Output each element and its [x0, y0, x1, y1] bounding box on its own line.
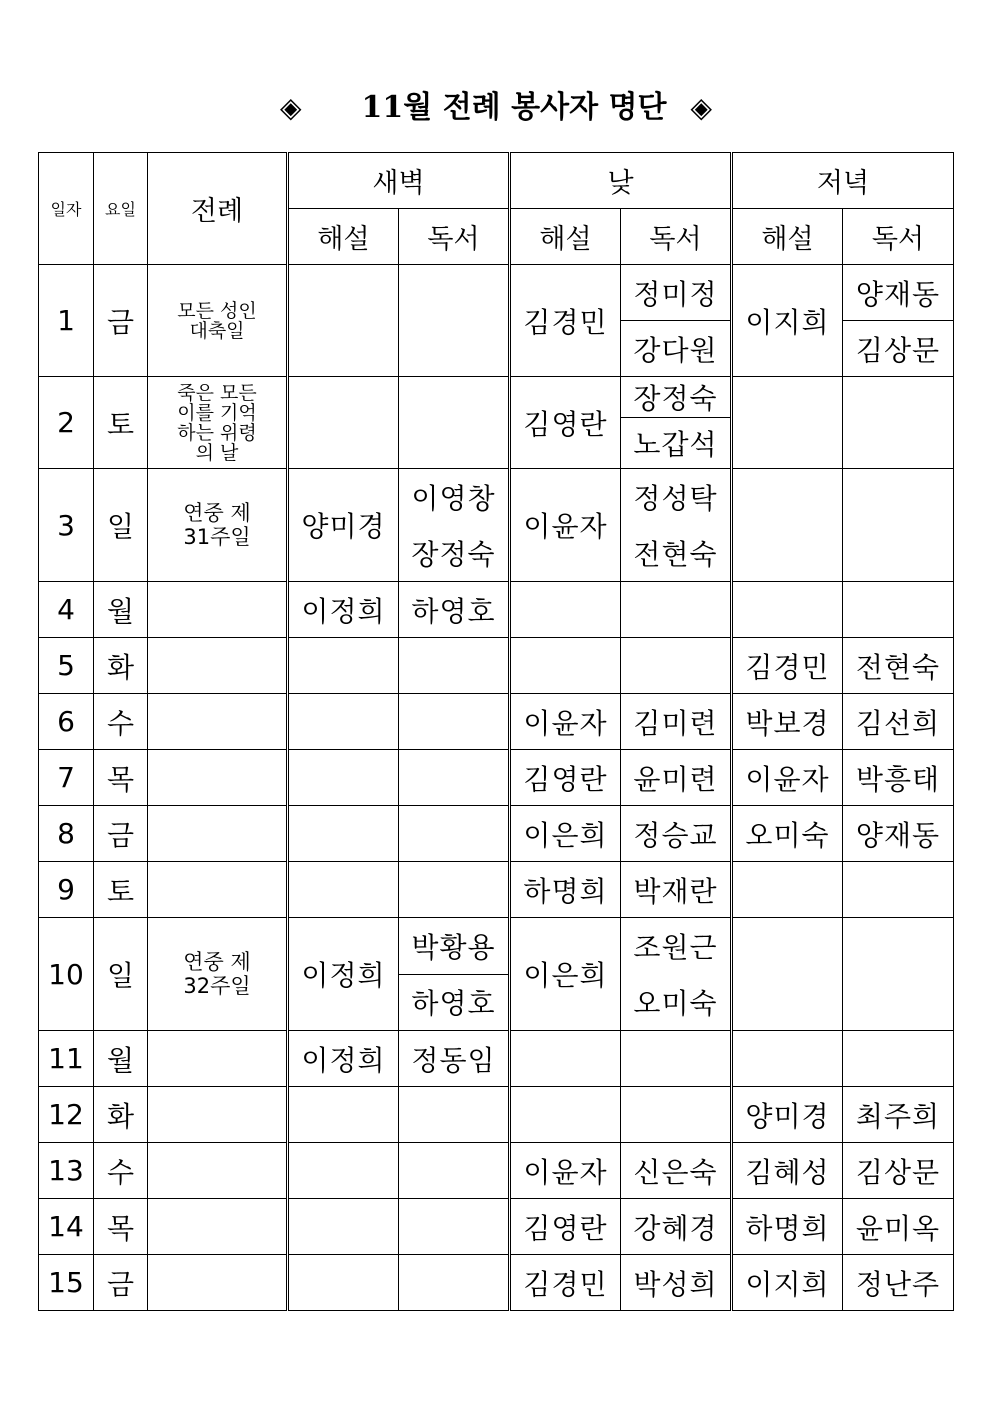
- noon-reader: 장정숙: [621, 377, 732, 418]
- row-day: 1: [39, 265, 94, 377]
- row-liturgy: 연중 제32주일: [148, 918, 288, 1031]
- dawn-commentator: 양미경: [288, 469, 399, 582]
- noon-commentator: 이윤자: [510, 469, 621, 582]
- dawn-reader: 이영창: [411, 482, 496, 515]
- header-dawn: 새벽: [288, 153, 510, 209]
- dawn-commentator: [288, 862, 399, 918]
- noon-commentator: 김영란: [510, 1199, 621, 1255]
- evening-commentator: 이윤자: [732, 750, 843, 806]
- evening-reader: [843, 469, 954, 582]
- evening-reader: 전현숙: [843, 638, 954, 694]
- dawn-commentator: [288, 1087, 399, 1143]
- noon-reader: 박성희: [621, 1255, 732, 1311]
- row-day: 9: [39, 862, 94, 918]
- evening-commentator: [732, 377, 843, 469]
- dawn-reader: 하영호: [399, 582, 510, 638]
- dawn-reader: [399, 1255, 510, 1311]
- header-evening-reading: 독서: [843, 209, 954, 265]
- dawn-commentator: [288, 750, 399, 806]
- noon-reader: 노갑석: [621, 418, 732, 469]
- evening-commentator: [732, 918, 843, 1031]
- dawn-reader: [399, 377, 510, 469]
- noon-reader: 강다원: [621, 321, 732, 377]
- noon-commentator: 이윤자: [510, 694, 621, 750]
- header-evening: 저녁: [732, 153, 954, 209]
- header-dawn-commentary: 해설: [288, 209, 399, 265]
- dawn-commentator: [288, 806, 399, 862]
- row-day: 6: [39, 694, 94, 750]
- row-weekday: 목: [94, 750, 148, 806]
- diamond-icon: ◈: [690, 91, 712, 124]
- row-day: 11: [39, 1031, 94, 1087]
- row-day: 4: [39, 582, 94, 638]
- row-day: 8: [39, 806, 94, 862]
- noon-reader: 정성탁: [633, 482, 718, 515]
- noon-reader: 정승교: [621, 806, 732, 862]
- evening-reader: 양재동: [843, 806, 954, 862]
- evening-commentator: [732, 582, 843, 638]
- row-weekday: 일: [94, 918, 148, 1031]
- row-weekday: 수: [94, 1143, 148, 1199]
- dawn-reader: [399, 750, 510, 806]
- dawn-reader: [399, 862, 510, 918]
- header-date: 일자: [39, 153, 94, 265]
- row-weekday: 토: [94, 862, 148, 918]
- header-dawn-reading: 독서: [399, 209, 510, 265]
- noon-reader: [621, 582, 732, 638]
- dawn-commentator: [288, 1143, 399, 1199]
- evening-commentator: 이지희: [732, 1255, 843, 1311]
- row-day: 3: [39, 469, 94, 582]
- row-day: 10: [39, 918, 94, 1031]
- evening-commentator: [732, 1031, 843, 1087]
- noon-reader: 정미정: [621, 265, 732, 321]
- noon-commentator: 이은희: [510, 806, 621, 862]
- dawn-commentator: [288, 265, 399, 377]
- dawn-commentator: 이정희: [288, 582, 399, 638]
- evening-commentator: 오미숙: [732, 806, 843, 862]
- dawn-reader: 장정숙: [411, 538, 496, 571]
- noon-reader: 오미숙: [633, 987, 718, 1020]
- row-weekday: 화: [94, 638, 148, 694]
- row-day: 14: [39, 1199, 94, 1255]
- row-liturgy: 모든 성인 대축일: [148, 265, 288, 377]
- row-day: 2: [39, 377, 94, 469]
- noon-reader-stack: [621, 918, 732, 1031]
- noon-reader: [621, 1031, 732, 1087]
- evening-commentator: 김경민: [732, 638, 843, 694]
- evening-commentator: [732, 862, 843, 918]
- dawn-reader: [399, 694, 510, 750]
- header-noon-commentary: 해설: [510, 209, 621, 265]
- row-liturgy: [148, 750, 288, 806]
- noon-commentator: 하명희: [510, 862, 621, 918]
- noon-reader: 신은숙: [621, 1143, 732, 1199]
- evening-reader: 김선희: [843, 694, 954, 750]
- row-day: 13: [39, 1143, 94, 1199]
- noon-commentator: 김경민: [510, 1255, 621, 1311]
- row-weekday: 금: [94, 1255, 148, 1311]
- page-title: [0, 82, 992, 126]
- dawn-commentator: 이정희: [288, 918, 399, 1031]
- row-weekday: 금: [94, 806, 148, 862]
- evening-commentator: 김혜성: [732, 1143, 843, 1199]
- header-liturgy: 전례: [148, 153, 288, 265]
- evening-commentator: 하명희: [732, 1199, 843, 1255]
- row-day: 5: [39, 638, 94, 694]
- evening-commentator: 양미경: [732, 1087, 843, 1143]
- diamond-icon: ◈: [279, 91, 302, 124]
- row-weekday: 월: [94, 1031, 148, 1087]
- noon-reader: 조원근: [633, 931, 718, 964]
- evening-reader: 윤미옥: [843, 1199, 954, 1255]
- row-liturgy: [148, 1255, 288, 1311]
- dawn-reader: [399, 265, 510, 377]
- noon-commentator: [510, 1087, 621, 1143]
- noon-reader: 전현숙: [633, 538, 718, 571]
- evening-reader: 김상문: [843, 1143, 954, 1199]
- header-noon-reading: 독서: [621, 209, 732, 265]
- evening-reader: [843, 582, 954, 638]
- dawn-reader: [399, 1087, 510, 1143]
- header-weekday: 요일: [94, 153, 148, 265]
- evening-reader: [843, 862, 954, 918]
- dawn-commentator: [288, 1255, 399, 1311]
- evening-reader: 정난주: [843, 1255, 954, 1311]
- evening-reader: [843, 377, 954, 469]
- noon-reader: 김미련: [621, 694, 732, 750]
- dawn-reader-stack: [399, 469, 510, 582]
- dawn-commentator: [288, 1199, 399, 1255]
- dawn-commentator: 이정희: [288, 1031, 399, 1087]
- row-liturgy: [148, 1143, 288, 1199]
- row-weekday: 수: [94, 694, 148, 750]
- evening-commentator: 박보경: [732, 694, 843, 750]
- row-liturgy: [148, 694, 288, 750]
- row-liturgy: 죽은 모든이를 기억하는 위령의 날: [148, 377, 288, 469]
- row-liturgy: [148, 806, 288, 862]
- dawn-reader: 박황용: [399, 918, 510, 975]
- evening-reader: 최주희: [843, 1087, 954, 1143]
- dawn-reader: [399, 1199, 510, 1255]
- row-liturgy: [148, 1199, 288, 1255]
- dawn-commentator: [288, 377, 399, 469]
- noon-reader-stack: [621, 469, 732, 582]
- noon-commentator: [510, 638, 621, 694]
- noon-reader: 강혜경: [621, 1199, 732, 1255]
- dawn-commentator: [288, 638, 399, 694]
- noon-commentator: 김영란: [510, 377, 621, 469]
- noon-reader: 윤미련: [621, 750, 732, 806]
- row-day: 7: [39, 750, 94, 806]
- header-evening-commentary: 해설: [732, 209, 843, 265]
- evening-reader: [843, 1031, 954, 1087]
- noon-reader: [621, 1087, 732, 1143]
- title-text: 11월 전례 봉사자 명단: [361, 90, 667, 125]
- row-weekday: 토: [94, 377, 148, 469]
- roster-table: [38, 152, 954, 1311]
- row-weekday: 화: [94, 1087, 148, 1143]
- noon-commentator: 김영란: [510, 750, 621, 806]
- dawn-reader: [399, 638, 510, 694]
- header-noon: 낮: [510, 153, 732, 209]
- noon-commentator: 이윤자: [510, 1143, 621, 1199]
- evening-reader: 박흥태: [843, 750, 954, 806]
- row-liturgy: 연중 제31주일: [148, 469, 288, 582]
- dawn-reader: [399, 806, 510, 862]
- row-day: 12: [39, 1087, 94, 1143]
- noon-commentator: [510, 1031, 621, 1087]
- row-weekday: 월: [94, 582, 148, 638]
- dawn-commentator: [288, 694, 399, 750]
- dawn-reader: 정동임: [399, 1031, 510, 1087]
- row-weekday: 목: [94, 1199, 148, 1255]
- evening-commentator: [732, 469, 843, 582]
- noon-commentator: 이은희: [510, 918, 621, 1031]
- noon-reader: [621, 638, 732, 694]
- dawn-reader: [399, 1143, 510, 1199]
- evening-reader: 김상문: [843, 321, 954, 377]
- row-weekday: 금: [94, 265, 148, 377]
- row-weekday: 일: [94, 469, 148, 582]
- noon-commentator: 김경민: [510, 265, 621, 377]
- noon-reader: 박재란: [621, 862, 732, 918]
- row-liturgy: [148, 582, 288, 638]
- row-liturgy: [148, 1087, 288, 1143]
- noon-commentator: [510, 582, 621, 638]
- evening-reader: 양재동: [843, 265, 954, 321]
- row-liturgy: [148, 638, 288, 694]
- evening-reader: [843, 918, 954, 1031]
- row-liturgy: [148, 1031, 288, 1087]
- dawn-reader: 하영호: [399, 974, 510, 1031]
- evening-commentator: 이지희: [732, 265, 843, 377]
- row-day: 15: [39, 1255, 94, 1311]
- row-liturgy: [148, 862, 288, 918]
